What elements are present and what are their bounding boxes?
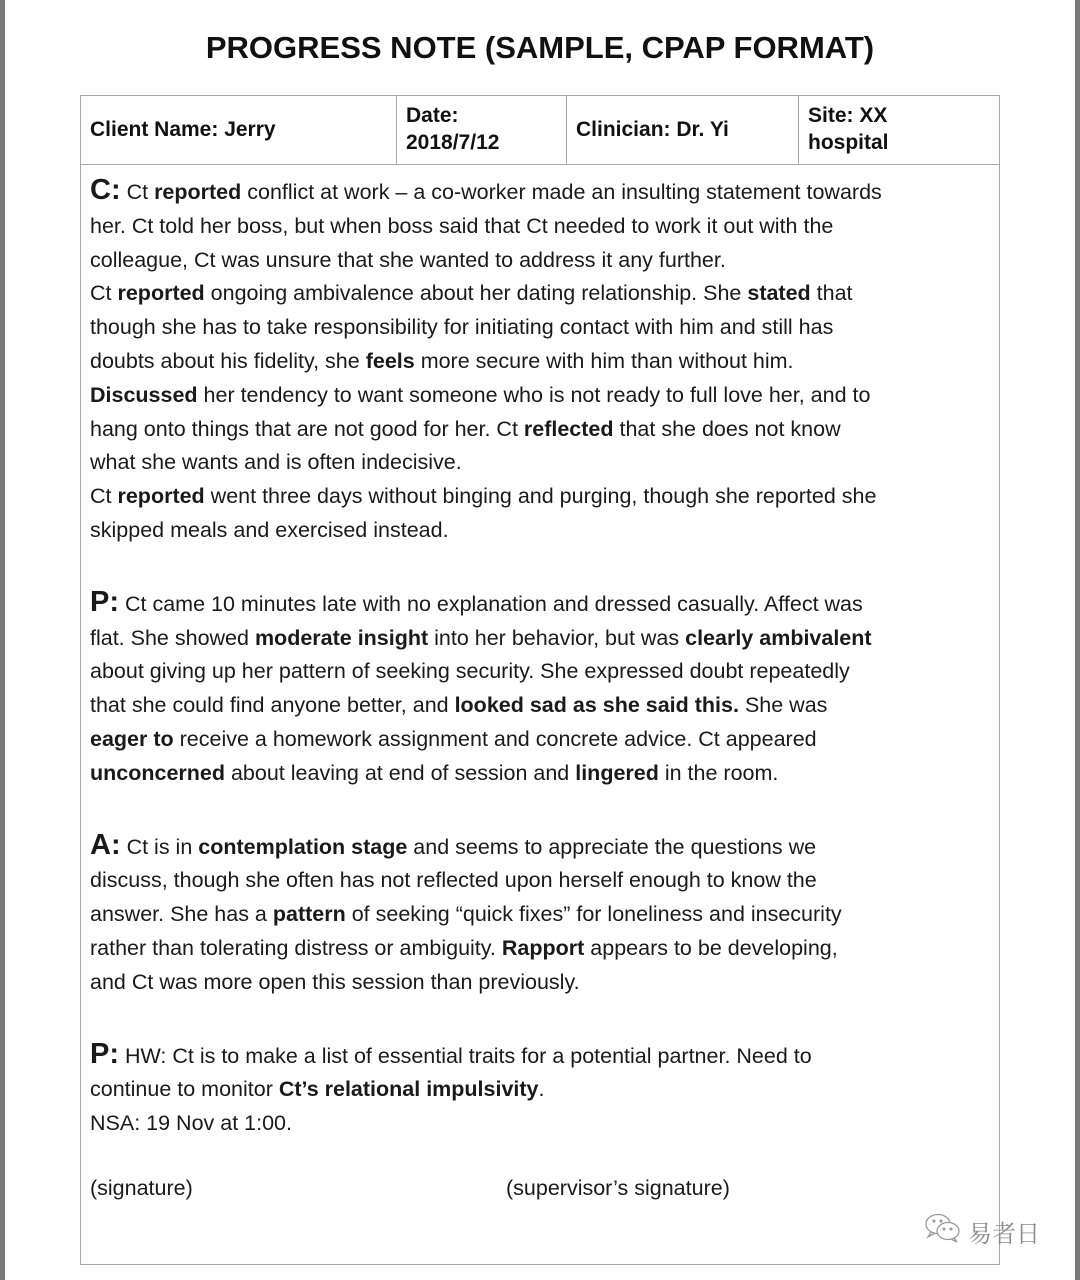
page-edge-left [0, 0, 5, 1280]
note-line [90, 174, 995, 210]
note-text: NSA: 19 Nov at 1:00. [90, 1111, 292, 1136]
date-label: Date: [406, 104, 459, 127]
note-text: appears to be developing, [584, 935, 838, 960]
section-c [90, 174, 995, 548]
note-text: that she does not know [613, 416, 841, 441]
note-line [90, 586, 995, 622]
clinician-signature: (signature) [90, 1176, 193, 1200]
note-line [90, 655, 995, 689]
emphasis-text: eager to [90, 726, 174, 751]
note-line [90, 932, 995, 966]
note-line [90, 723, 995, 757]
note-text: continue to monitor [90, 1077, 279, 1102]
section-label: P: [90, 1037, 119, 1070]
emphasis-text: contemplation stage [198, 834, 408, 859]
section-label: A: [90, 828, 121, 861]
signature-row [90, 1176, 990, 1201]
emphasis-text: Discussed [90, 382, 198, 407]
emphasis-text: pattern [272, 902, 346, 927]
note-line [90, 514, 995, 548]
clinician-cell [567, 96, 799, 164]
section-p-plan [90, 1038, 995, 1141]
note-text: and Ct was more open this session than previously. [90, 969, 580, 994]
note-text: colleague, Ct was unsure that she wanted to address it any further. [90, 247, 726, 272]
watermark-text: 易者日 [968, 1221, 1040, 1248]
emphasis-text: lingered [575, 760, 659, 785]
note-line [90, 898, 995, 932]
note-line [90, 345, 995, 379]
note-line [90, 379, 995, 413]
date-value: 2018/7/12 [406, 131, 500, 154]
note-text: Ct is in [120, 834, 199, 859]
section-label: P: [90, 585, 119, 618]
watermark [924, 1212, 1040, 1251]
note-text: rather than tolerating distress or ambiguity. [90, 935, 502, 960]
note-line [90, 413, 995, 447]
note-text: and seems to appreciate the questions we [407, 834, 817, 859]
client-name: Client Name: Jerry [90, 118, 276, 141]
note-text: went three days without binging and purging, though she reported she [204, 484, 877, 509]
note-line [90, 622, 995, 656]
emphasis-text: looked sad as she said this. [454, 693, 739, 718]
note-text: Ct came 10 minutes late with no explanation and dressed casually. Affect was [119, 591, 863, 616]
note-text: skipped meals and exercised instead. [90, 517, 449, 542]
emphasis-text: reported [154, 180, 242, 204]
note-text: her tendency to want someone who is not ready to full love her, and to [197, 382, 871, 407]
section-p-presentation [90, 586, 995, 791]
note-text: that [810, 281, 853, 306]
note-line [90, 966, 995, 1000]
emphasis-text: stated [747, 281, 811, 306]
note-line [90, 829, 995, 865]
note-text: HW: Ct is to make a list of essential traits for a potential partner. Need to [119, 1043, 812, 1068]
note-text: answer. She has a [90, 902, 273, 927]
note-line [90, 1107, 995, 1141]
site-value: hospital [808, 131, 889, 154]
note-line [90, 277, 995, 311]
note-line [90, 689, 995, 723]
note-line [90, 757, 995, 791]
note-line [90, 244, 995, 278]
date-cell [397, 96, 567, 164]
page-edge-right [1075, 0, 1080, 1280]
note-text: what she wants and is often indecisive. [90, 450, 462, 475]
note-text: about leaving at end of session and [225, 760, 576, 785]
note-text: though she has to take responsibility for initiating contact with him and still has [90, 315, 834, 340]
site-cell [799, 96, 1001, 164]
note-text: Ct [120, 180, 155, 204]
note-text: into her behavior, but was [428, 625, 686, 650]
header-row [81, 96, 999, 165]
emphasis-text: reported [117, 484, 205, 509]
note-line [90, 1038, 995, 1074]
emphasis-text: reported [117, 281, 205, 306]
emphasis-text: feels [365, 348, 415, 373]
note-text: ongoing ambivalence about her dating relationship. She [204, 281, 748, 306]
note-line [90, 864, 995, 898]
emphasis-text: reflected [523, 416, 614, 441]
emphasis-text: clearly ambivalent [685, 625, 872, 650]
note-text: that she could find anyone better, and [90, 693, 455, 718]
client-name-cell [81, 96, 397, 164]
note-text: of seeking “quick fixes” for loneliness and insecurity [345, 902, 842, 927]
note-text: She was [738, 693, 828, 718]
note-text: . [538, 1077, 545, 1102]
note-text: about giving up her pattern of seeking security. She expressed doubt repeatedly [90, 659, 850, 684]
section-label: C: [90, 174, 121, 206]
note-line [90, 311, 995, 345]
page-title: PROGRESS NOTE (SAMPLE, CPAP FORMAT) [205, 30, 875, 65]
note-text: discuss, though she often has not reflected upon herself enough to know the [90, 868, 817, 893]
note-text: conflict at work – a co-worker made an insulting statement towards [241, 180, 882, 204]
note-text: her. Ct told her boss, but when boss said that Ct needed to work it out with the [90, 213, 834, 238]
note-line [90, 1073, 995, 1107]
note-text: Ct [90, 281, 118, 306]
wechat-icon [924, 1212, 962, 1251]
emphasis-text: moderate insight [254, 625, 429, 650]
clinician-name: Clinician: Dr. Yi [576, 118, 729, 141]
note-text: receive a homework assignment and concrete advice. Ct appeared [173, 726, 817, 751]
note-text: doubts about his fidelity, she [90, 348, 366, 373]
note-text: flat. She showed [90, 625, 255, 650]
note-body [90, 174, 995, 1141]
note-line [90, 480, 995, 514]
note-text: more secure with him than without him. [414, 348, 794, 373]
section-a [90, 829, 995, 1000]
note-text: hang onto things that are not good for her. Ct [90, 416, 524, 441]
emphasis-text: Rapport [501, 935, 585, 960]
note-line [90, 210, 995, 244]
note-line [90, 446, 995, 480]
note-text: Ct [90, 484, 118, 509]
progress-note-table [80, 95, 1000, 1265]
emphasis-text: unconcerned [90, 760, 225, 785]
emphasis-text: Ct’s relational impulsivity [278, 1077, 539, 1102]
site-label: Site: XX [808, 104, 888, 127]
note-text: in the room. [658, 760, 779, 785]
supervisor-signature: (supervisor’s signature) [506, 1176, 730, 1200]
